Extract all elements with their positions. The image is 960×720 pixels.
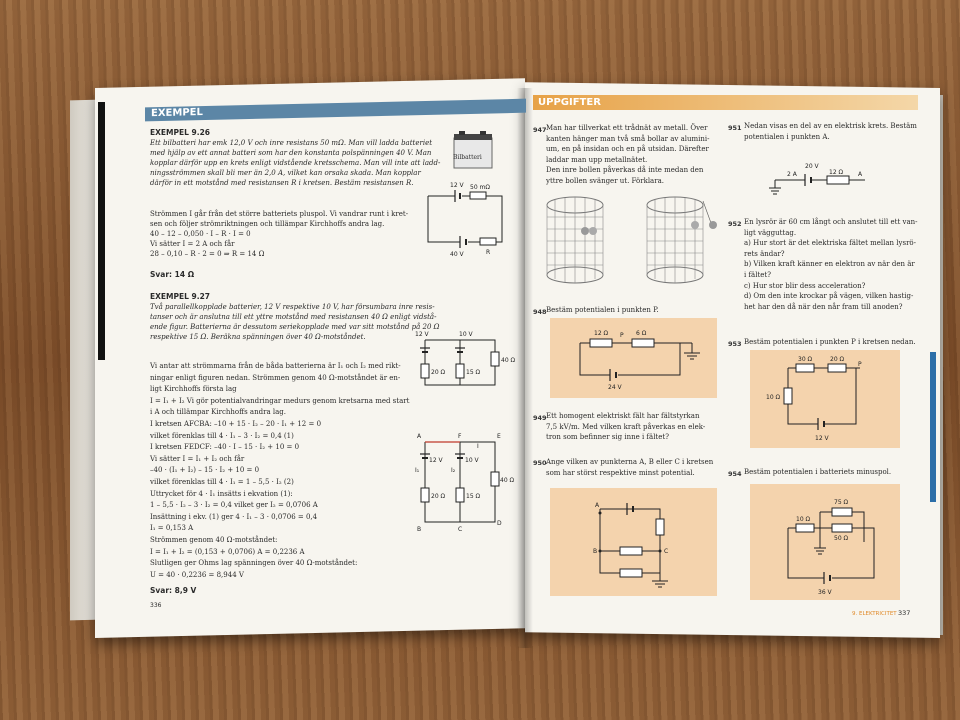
ex927sol-line: ningar enligt figuren nedan. Strömmen genom 40 Ω-motståndet är en- bbox=[150, 373, 401, 382]
ex927sol-line: U = 40 · 0,2236 = 8,944 V bbox=[150, 570, 244, 579]
circuit-954 bbox=[760, 492, 895, 598]
ex927sol-line: Strömmen genom 40 Ω-motståndet: bbox=[150, 536, 278, 544]
c927b-f: F bbox=[458, 433, 462, 440]
ex927sol-line: Vi sätter I = I₁ + I₂ och får bbox=[150, 454, 245, 463]
right-header-uppgifter: UPPGIFTER bbox=[533, 95, 918, 110]
wire-mesh-cage-right bbox=[645, 195, 725, 285]
p952-line: rets ändar? bbox=[744, 249, 785, 258]
ex927sol-line: Insättning i ekv. (1) ger 4 · I₁ – 3 · 0,0706 = 0,4 bbox=[150, 512, 318, 521]
c951-2a: 2 A bbox=[787, 171, 797, 178]
p949-line: 7,5 kV/m. Med vilken kraft påverkas en elek- bbox=[546, 422, 706, 431]
ex927sol-line: i A och tillämpar Kirchhoffs andra lag. bbox=[150, 408, 286, 417]
problem-954-number: 954 bbox=[728, 470, 742, 478]
ex927prob-line: ende figur. Batterierna är dessutom seriekopplade med var sitt motstånd på 20 Ω bbox=[150, 323, 440, 331]
battery-label: Bilbatteri bbox=[453, 154, 482, 161]
example-927-title: EXEMPEL 9.27 bbox=[150, 292, 211, 301]
ex926sol-line: sen och följer strömriktningen och tillämpar Kirchhoffs andra lag. bbox=[150, 220, 385, 228]
ex927sol-line: –40 · (I₁ + I₂) – 15 · I₂ + 10 = 0 bbox=[150, 466, 260, 475]
ex927sol-line: Vi antar att strömmarna från de båda batterierna är I₁ och I₂ med rikt- bbox=[150, 362, 401, 370]
ex927sol-line: I = I₁ + I₂ Vi gör potentialvandringar medurs genom kretsarna med start bbox=[150, 396, 410, 405]
ex927sol-line: I kretsen AFCBA: –10 + 15 · I₂ – 20 · I₁ + 12 = 0 bbox=[150, 420, 322, 428]
c948-p: P bbox=[620, 332, 624, 339]
c948-24v: 24 V bbox=[608, 384, 622, 391]
c927b-i1: I₁ bbox=[415, 467, 420, 474]
problem-954-text: Bestäm potentialen i batteriets minuspol. bbox=[744, 468, 892, 476]
c927b-a: A bbox=[417, 433, 422, 440]
c954-75ohm: 75 Ω bbox=[834, 499, 849, 506]
ex926sol-line: Vi sätter I = 2 A och får bbox=[150, 240, 235, 248]
c948-6ohm: 6 Ω bbox=[636, 330, 647, 337]
ex926sol-line: 40 – 12 – 0,050 · I – R · I = 0 bbox=[150, 230, 251, 238]
c927b-b: B bbox=[417, 526, 422, 533]
left-header-exempel: EXEMPEL bbox=[145, 99, 526, 122]
c926-12v: 12 V bbox=[450, 182, 464, 189]
c927b-i2: I₂ bbox=[451, 467, 456, 474]
ex927sol-line: Uttrycket för 4 · I₁ insätts i ekvation (1): bbox=[150, 489, 293, 498]
c953-10ohm: 10 Ω bbox=[766, 394, 781, 401]
left-chapter-tab bbox=[98, 102, 105, 360]
c927a-15ohm: 15 Ω bbox=[466, 369, 481, 376]
ex926sol-line: Strömmen I går från det större batteriets pluspol. Vi vandrar runt i kret- bbox=[150, 210, 409, 218]
ex927sol-line: I = I₁ + I₂ = (0,153 + 0,0706) A = 0,2236 A bbox=[150, 547, 305, 556]
ex927sol-line: vilket förenklas till 4 · I₁ = 1 – 5,5 · I₂ (2) bbox=[150, 478, 294, 486]
ex927sol-line: I₁ = 0,153 A bbox=[150, 524, 194, 533]
c926-50mohm: 50 mΩ bbox=[470, 184, 490, 191]
c927a-12v: 12 V bbox=[415, 331, 429, 338]
c950-a: A bbox=[595, 502, 600, 509]
p949-line: Ett homogent elektriskt fält har fältstyrkan bbox=[546, 412, 700, 420]
ex926prob-line: ningsströmmen skall bli mer än 2,0 A, vilket kan orsaka skada. Man kopplar bbox=[150, 169, 421, 177]
c927b-d: D bbox=[497, 520, 502, 527]
problem-949-number: 949 bbox=[533, 414, 547, 422]
car-battery-illustration bbox=[452, 130, 496, 174]
p949-line: tron som befinner sig inne i fältet? bbox=[546, 433, 669, 442]
c953-20ohm: 20 Ω bbox=[830, 356, 845, 363]
ex926sol-line: 28 – 0,10 – R · 2 = 0 ⇒ R = 14 Ω bbox=[150, 250, 265, 258]
c954-36v: 36 V bbox=[818, 589, 832, 596]
p952-line: d) Om den inte krockar på vägen, vilken hastig- bbox=[744, 292, 914, 301]
circuit-951 bbox=[765, 160, 875, 196]
left-page-number: 336 bbox=[150, 602, 162, 609]
c951-12ohm: 12 Ω bbox=[829, 169, 844, 176]
c927a-20ohm: 20 Ω bbox=[431, 369, 446, 376]
problem-953-number: 953 bbox=[728, 340, 742, 348]
problem-950-number: 950 bbox=[533, 459, 547, 467]
ex927prob-line: Två parallellkopplade batterier, 12 V respektive 10 V, har försumbara inre resis- bbox=[150, 303, 435, 311]
c927b-12v: 12 V bbox=[429, 457, 443, 464]
problem-953-text: Bestäm potentialen i punkten P i kretsen nedan. bbox=[744, 338, 916, 346]
ex926prob-line: därför in ett motstånd med resistansen R i kretsen. Bestäm resistansen R. bbox=[150, 179, 414, 187]
p950-line: som har störst respektive minst potential. bbox=[546, 468, 695, 477]
circuit-926 bbox=[420, 180, 510, 260]
circuit-927-b bbox=[415, 432, 515, 533]
c927a-40ohm: 40 Ω bbox=[501, 357, 516, 364]
p947-line: um, en på insidan och en på utsidan. Därefter bbox=[546, 145, 709, 154]
c953-30ohm: 30 Ω bbox=[798, 356, 813, 363]
ex926prob-line: Ett bilbatteri har emk 12,0 V och inre resistans 50 mΩ. Man vill ladda batteriet bbox=[150, 139, 433, 147]
c927b-15ohm: 15 Ω bbox=[466, 493, 481, 500]
c948-12ohm: 12 Ω bbox=[594, 330, 609, 337]
c926-r: R bbox=[486, 249, 491, 256]
p952-line: i fältet? bbox=[744, 271, 771, 279]
c954-50ohm: 50 Ω bbox=[834, 535, 849, 542]
c954-10ohm: 10 Ω bbox=[796, 516, 811, 523]
wire-mesh-cage-left bbox=[545, 195, 625, 285]
ex927prob-line: respektive 15 Ω. Beräkna spänningen över 40 Ω-motståndet. bbox=[150, 333, 366, 341]
c927a-10v: 10 V bbox=[459, 331, 473, 338]
problem-952-number: 952 bbox=[728, 220, 742, 228]
problem-951-number: 951 bbox=[728, 124, 742, 132]
c927b-e: E bbox=[497, 433, 501, 440]
p947-line: kanten hänger man två små bollar av alumini- bbox=[546, 134, 710, 143]
p950-line: Ange vilken av punkterna A, B eller C i kretsen bbox=[546, 458, 714, 466]
ex927sol-line: I kretsen FEDCF: –40 · I – 15 · I₂ + 10 = 0 bbox=[150, 443, 300, 452]
p952-line: b) Vilken kraft känner en elektron av när den är bbox=[744, 260, 915, 269]
right-page-number: 337 bbox=[898, 609, 911, 617]
book-gutter bbox=[517, 88, 533, 648]
c926-40v: 40 V bbox=[450, 251, 464, 258]
c927b-i: I bbox=[477, 443, 479, 450]
ex926prob-line: med hjälp av ett annat batteri som har den konstanta polspänningen 40 V. Man bbox=[150, 149, 432, 157]
p947-line: Man har tillverkat ett trådnät av metall. Över bbox=[546, 124, 708, 132]
c927b-c: C bbox=[458, 526, 463, 533]
ex927prob-line: tanser och är anslutna till ett yttre motstånd med resistansen 40 Ω enligt vidstå- bbox=[150, 313, 437, 321]
p947-line: laddar man upp metallnätet. bbox=[546, 155, 648, 164]
p952-line: het har den då när den når fram till anoden? bbox=[744, 302, 903, 311]
c927b-10v: 10 V bbox=[465, 457, 479, 464]
example-926-title: EXEMPEL 9.26 bbox=[150, 128, 211, 137]
ex927sol-line: 1 – 5,5 · I₂ – 3 · I₂ = 0,4 vilket ger I₂ = 0,0706 A bbox=[150, 501, 318, 510]
problem-948-number: 948 bbox=[533, 308, 547, 316]
p951-line: potentialen i punkten A. bbox=[744, 132, 830, 141]
p952-line: ligt vägguttag. bbox=[744, 228, 797, 237]
example-926-answer: Svar: 14 Ω bbox=[150, 270, 195, 279]
circuit-950 bbox=[575, 495, 695, 591]
p952-line: c) Hur stor blir dess acceleration? bbox=[744, 281, 866, 290]
ex927sol-line: ligt Kirchhoffs första lag bbox=[150, 385, 237, 394]
c951-20v: 20 V bbox=[805, 163, 819, 170]
ex927sol-line: vilket förenklas till 4 · I₁ – 3 · I₂ = 0,4 (1) bbox=[150, 431, 294, 440]
problem-948-text: Bestäm potentialen i punkten P. bbox=[546, 306, 659, 314]
right-chapter-tab bbox=[930, 352, 936, 502]
p952-line: En lysrör är 60 cm långt och anslutet till ett van- bbox=[744, 218, 918, 226]
example-927-answer: Svar: 8,9 V bbox=[150, 586, 197, 595]
p951-line: Nedan visas en del av en elektrisk krets. Bestäm bbox=[744, 122, 917, 130]
ex926prob-line: kopplar därför upp en krets enligt vidstående kretsschema. Man vill inte att ladd- bbox=[150, 159, 441, 167]
c950-c: C bbox=[664, 548, 669, 555]
circuit-948 bbox=[560, 325, 710, 391]
c953-p: P bbox=[858, 361, 862, 368]
c927b-40ohm: 40 Ω bbox=[500, 477, 515, 484]
c951-a: A bbox=[858, 171, 863, 178]
p947-line: yttre bollen svänger ut. Förklara. bbox=[546, 177, 664, 185]
right-footer-section: 9. ELEKTRICITET bbox=[852, 611, 897, 617]
p952-line: a) Hur stort är det elektriska fältet mellan lysrö- bbox=[744, 239, 916, 248]
ex927sol-line: Slutligen ger Ohms lag spänningen över 40 Ω-motståndet: bbox=[150, 559, 358, 568]
p947-line: Den inre bollen påverkas då inte medan den bbox=[546, 166, 704, 175]
c950-b: B bbox=[593, 548, 598, 555]
problem-947-number: 947 bbox=[533, 126, 547, 134]
c953-12v: 12 V bbox=[815, 435, 829, 442]
circuit-953 bbox=[760, 356, 895, 446]
c927b-20ohm: 20 Ω bbox=[431, 493, 446, 500]
circuit-927-a bbox=[415, 330, 516, 395]
